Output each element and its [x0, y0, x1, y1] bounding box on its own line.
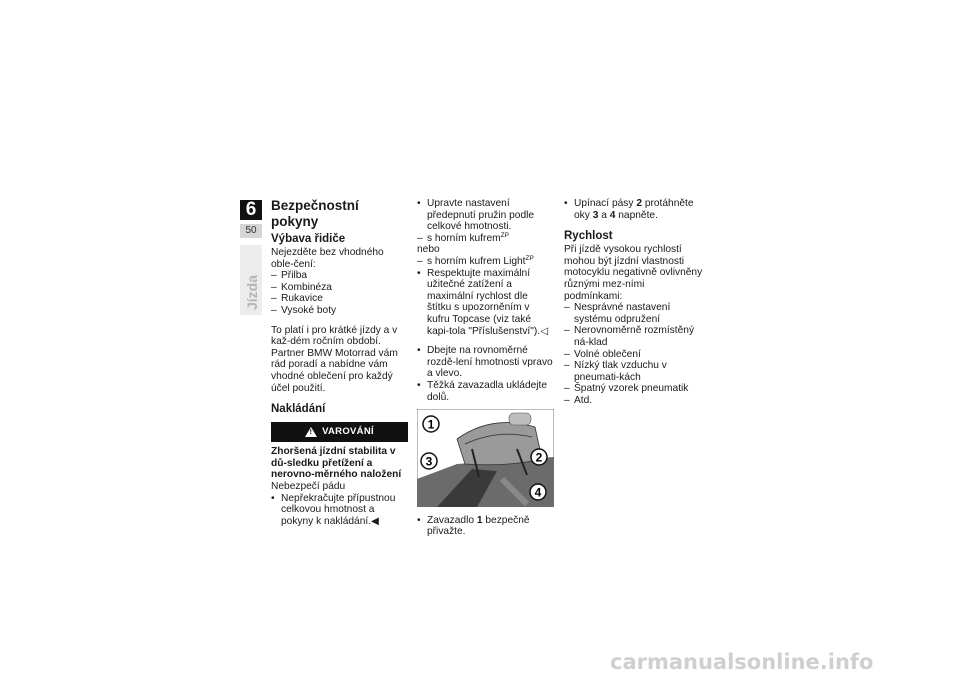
list-item: – Špatný vzorek pneumatik: [564, 383, 704, 395]
list-item: • Těžká zavazadla ukládejte dolů.: [417, 380, 554, 403]
paragraph: Nejezděte bez vhodného oble-čení:: [271, 247, 384, 270]
gear-list: [271, 270, 408, 316]
column-1: [271, 198, 408, 527]
chapter-title: Jízda: [244, 274, 260, 310]
end-mark-icon: ◀: [371, 515, 379, 527]
list-item: • Zavazadlo 1 bezpečně přivažte.: [417, 515, 554, 538]
section-heading: Bezpečnostní pokyny: [271, 198, 359, 229]
luggage-illustration: [417, 409, 554, 507]
list-item: – Rukavice: [271, 293, 408, 305]
speed-list: [564, 302, 704, 406]
list-item: • Dbejte na rovnoměrné rozdě-lení hmotnosti vpravo a vlevo.: [417, 345, 554, 380]
or-text: nebo: [417, 244, 440, 256]
list-item: – Přilba: [271, 270, 408, 282]
loading-list-2: [417, 256, 554, 337]
end-mark-icon: ◁: [540, 325, 548, 337]
subheading-loading: Nakládání: [271, 403, 326, 416]
warning-banner: [271, 422, 408, 442]
warning-hazard: Nebezpečí pádu: [271, 480, 346, 492]
list-item: – Vysoké boty: [271, 305, 408, 317]
list-item: – Volné oblečení: [564, 349, 704, 361]
list-item: • Nepřekračujte přípustnou celkovou hmotnost a pokyny k nakládání.◀: [271, 493, 408, 528]
list-item: – Nesprávné nastavení systému odpružení: [564, 302, 704, 325]
loading-list-3: [417, 345, 554, 403]
list-item: – s horním kufrem Light$^{ZP}$: [417, 256, 554, 268]
list-item: – s horním kufrem$^{ZP}$: [417, 233, 554, 245]
watermark: carmanualsonline.info: [610, 650, 874, 674]
strap-list: [564, 198, 704, 221]
loading-list: [417, 198, 554, 244]
figure-label-4: 4: [534, 485, 542, 500]
figure-label-2: 2: [535, 450, 543, 465]
subheading-speed: Rychlost: [564, 230, 613, 243]
warning-triangle-icon: !: [305, 427, 317, 437]
list-item: • Upínací pásy 2 protáhněte oky 3 a 4 napněte.: [564, 198, 704, 221]
chapter-number: 6: [240, 200, 262, 220]
figure-label-1: 1: [427, 417, 435, 432]
loading-list-4: [417, 515, 554, 538]
list-item: – Nízký tlak vzduchu v pneumati-kách: [564, 360, 704, 383]
paragraph: To platí i pro krátké jízdy a v kaž-dém ročním období. Partner BMW Motorrad vám rád poradí a nabídne vám vhodné oblečení pro každý účel použití.: [271, 324, 398, 394]
warning-title: Zhoršená jízdní stabilita v dů-sledku přetížení a nerovno-měrného naložení: [271, 446, 402, 481]
list-item: • Upravte nastavení předepnutí pružin podle celkové hmotnosti.: [417, 198, 554, 233]
column-2: [417, 198, 554, 538]
subheading-rider-gear: Výbava řidiče: [271, 233, 346, 245]
column-3: [564, 198, 704, 407]
list-item: – Kombinéza: [271, 282, 408, 294]
page-number: 50: [240, 224, 262, 238]
paragraph: Při jízdě vysokou rychlostí mohou být jízdní vlastnosti motocyklu negativně ovlivněny různými mez-ními podmínkami:: [564, 244, 703, 302]
list-item: • Respektujte maximální užitečné zatížení a maximální rychlost dle štítku s upozorněním v kufru Topcase (viz také kapi-tola "Příslušenství").◁: [417, 268, 554, 338]
warning-list: [271, 493, 408, 528]
list-item: – Atd.: [564, 395, 704, 407]
figure-label-3: 3: [425, 454, 433, 469]
list-item: – Nerovnoměrně rozmístěný ná-klad: [564, 325, 704, 348]
warning-label: VAROVÁNÍ: [322, 426, 374, 438]
